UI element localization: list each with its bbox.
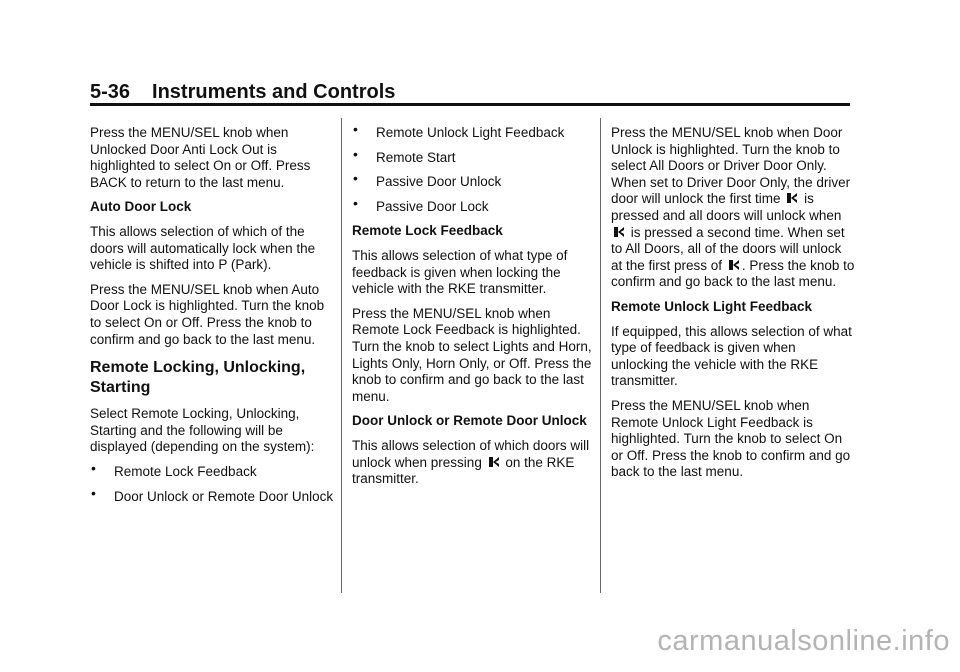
unlock-key-icon (488, 456, 500, 468)
column-divider-2 (600, 118, 601, 593)
section-title: Instruments and Controls (152, 81, 396, 103)
text-run: . Press the knob to confirm and go back to the last menu. (611, 257, 855, 290)
paragraph (352, 438, 592, 488)
paragraph: Press the MENU/SEL knob when Remote Unlock Light Feedback is highlighted. Turn the knob to select On or Off. Press the knob to confirm and go back to the last menu. (611, 397, 851, 480)
text-run: on the RKE transmitter. (352, 454, 575, 487)
subheading-auto-door-lock: Auto Door Lock (90, 199, 192, 215)
text-run: This allows selection of which doors will unlock when pressing (352, 437, 590, 470)
paragraph: Press the MENU/SEL knob when Unlocked Door Anti Lock Out is highlighted to select On or Off. Press BACK to return to the last menu. (90, 125, 311, 190)
header-title (90, 80, 850, 104)
header-rule (90, 103, 850, 106)
paragraph: If equipped, this allows selection of what type of feedback is given when unlocking the vehicle with the RKE transmitter. (611, 323, 852, 389)
unlock-key-icon (613, 226, 625, 238)
list-item (352, 121, 592, 142)
list-item-text: Passive Door Unlock (376, 174, 502, 190)
bullet-icon: • (353, 145, 358, 162)
list-item-text: Remote Start (376, 149, 456, 165)
paragraph: Press the MENU/SEL knob when Remote Lock Feedback is highlighted. Turn the knob to select Lights and Horn, Lights Only, Horn Only, or Off. Press the knob to confirm and go back to the last menu. (352, 305, 592, 404)
text-run: is pressed a second time. When set to All Doors, all of the doors will unlock at the first press of (611, 224, 845, 273)
column-divider-1 (341, 118, 342, 593)
bullet-list (90, 459, 335, 505)
text-run: is pressed and all doors will unlock when (611, 191, 842, 223)
page-header (90, 80, 850, 106)
unlock-key-icon (786, 192, 798, 204)
list-item-text: Door Unlock or Remote Door Unlock (114, 488, 334, 504)
page-number: 5-36 (90, 81, 131, 103)
bullet-icon: • (353, 170, 358, 187)
column-1 (90, 125, 335, 513)
paragraph: Select Remote Locking, Unlocking, Starting and the following will be displayed (depending on the system): (90, 406, 315, 455)
paragraph: This allows selection of what type of feedback is given when locking the vehicle with the RKE transmitter. (352, 247, 568, 297)
bullet-icon: • (353, 121, 358, 137)
list-item (352, 145, 592, 167)
bullet-list (352, 121, 592, 215)
text-run: Press the MENU/SEL knob when Door Unlock is highlighted. Turn the knob to select All Doors or Driver Door Only. When set to Driver Door Only, the driver door will unlock the first time (611, 125, 851, 207)
subheading-remote-lock-feedback: Remote Lock Feedback (352, 223, 503, 239)
list-item-text: Remote Unlock Light Feedback (376, 125, 565, 140)
list-item (90, 459, 335, 481)
paragraph: Press the MENU/SEL knob when Auto Door Lock is highlighted. Turn the knob to select On or Off. Press the knob to confirm and go back to the last menu. (90, 281, 325, 347)
unlock-key-icon (728, 259, 740, 271)
watermark: carmanualsonline.info (657, 625, 950, 657)
bullet-icon: • (91, 459, 96, 476)
list-item (90, 484, 335, 506)
list-item (352, 194, 592, 216)
list-item (352, 170, 592, 191)
subheading-door-unlock: Door Unlock or Remote Door Unlock (352, 413, 587, 429)
bullet-icon: • (91, 484, 96, 501)
section-heading: Remote Locking, Unlocking, Starting (90, 359, 306, 397)
bullet-icon: • (353, 194, 358, 211)
paragraph (611, 125, 856, 291)
list-item-text: Passive Door Lock (376, 198, 489, 214)
paragraph: This allows selection of which of the doors will automatically lock when the vehicle is shifted into P (Park). (90, 223, 316, 273)
subheading-remote-unlock-light-feedback: Remote Unlock Light Feedback (611, 298, 813, 314)
column-2 (352, 121, 592, 496)
list-item-text: Remote Lock Feedback (114, 463, 257, 479)
column-3 (611, 125, 856, 489)
